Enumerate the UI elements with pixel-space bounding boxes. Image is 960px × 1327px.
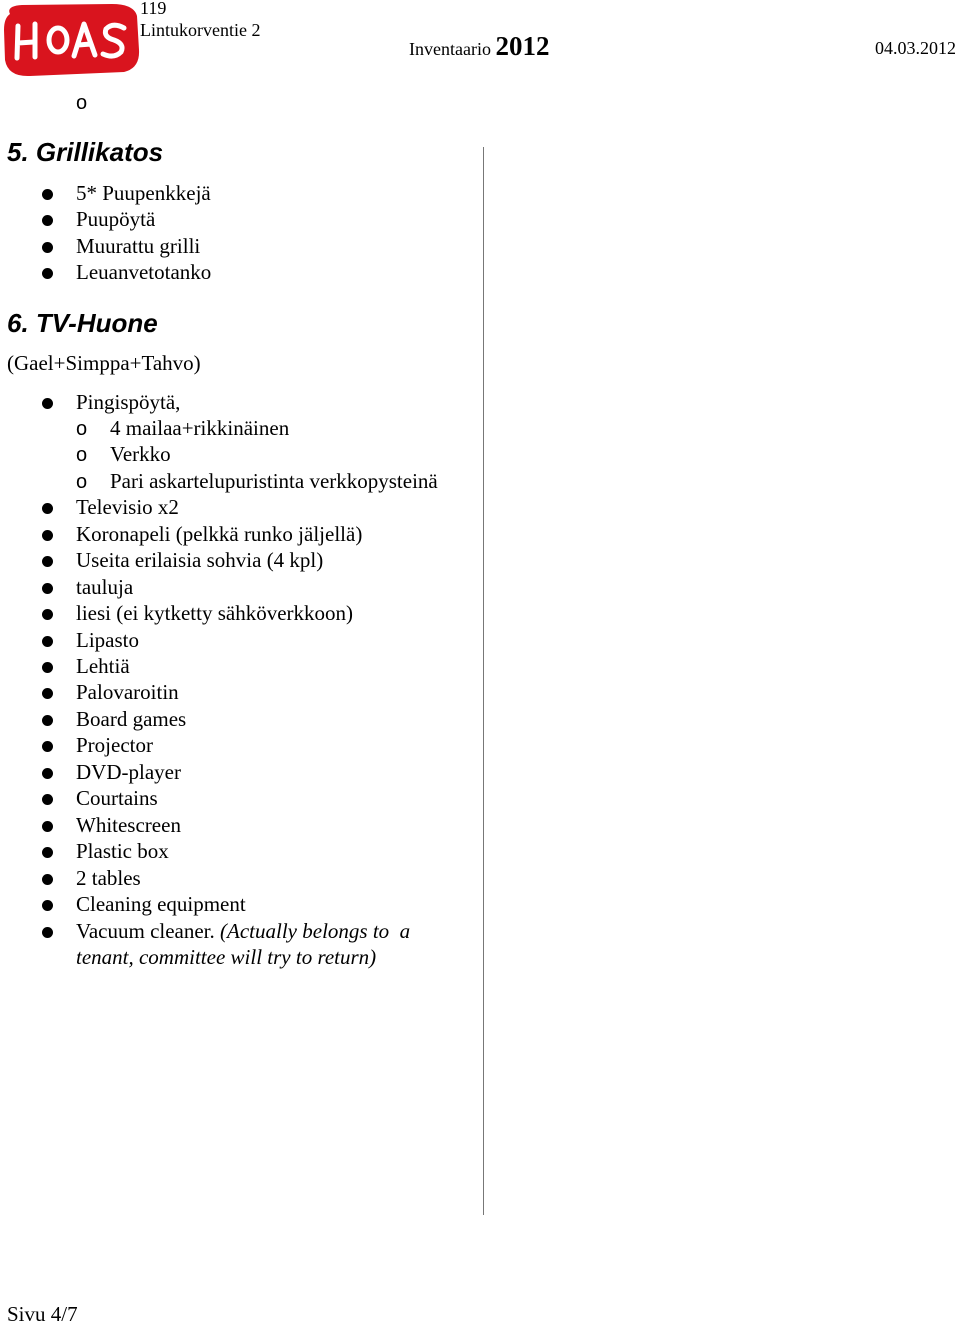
sub-bullet-icon: o [76, 444, 88, 466]
list-item: tauluja [76, 575, 134, 599]
bullet-icon [42, 741, 53, 752]
sub-list-item: 4 mailaa+rikkinäinen [110, 416, 290, 440]
bullet-icon [42, 847, 53, 858]
title-year: 2012 [495, 31, 550, 61]
bullet-icon [42, 556, 53, 567]
page-number: Sivu 4/7 [7, 1302, 78, 1326]
bullet-icon [42, 530, 53, 541]
list-item: Muurattu grilli [76, 234, 201, 258]
sub-list-item: Verkko [110, 442, 171, 466]
vacuum-note-continued: tenant, committee will try to return) [76, 945, 377, 969]
bullet-icon [42, 715, 53, 726]
bullet-icon [42, 215, 53, 226]
list-item: liesi (ei kytketty sähköverkkoon) [76, 601, 354, 625]
list-item: Cleaning equipment [76, 892, 246, 916]
section-heading-tv-huone: 6. TV-Huone [7, 308, 158, 338]
list-item: Pingispöytä, [76, 390, 181, 414]
sub-list-item: Pari askartelupuristinta verkkopysteinä [110, 469, 438, 493]
list-item: DVD-player [76, 760, 181, 784]
hoas-logo [2, 2, 140, 77]
bullet-icon [42, 874, 53, 885]
list-item: Palovaroitin [76, 680, 179, 704]
bullet-icon [42, 268, 53, 279]
list-item: Board games [76, 707, 187, 731]
title-prefix: Inventaario [409, 39, 491, 59]
list-item: Lipasto [76, 628, 139, 652]
bullet-icon [42, 900, 53, 911]
address: Lintukorventie 2 [140, 20, 261, 40]
bullet-icon [42, 636, 53, 647]
list-item: Projector [76, 733, 153, 757]
column-divider [483, 147, 484, 1215]
stray-circle-marker: o [76, 92, 88, 114]
list-item: 2 tables [76, 866, 141, 890]
bullet-icon [42, 242, 53, 253]
bullet-icon [42, 794, 53, 805]
bullet-icon [42, 503, 53, 514]
bullet-icon [42, 189, 53, 200]
bullet-icon [42, 768, 53, 779]
bullet-icon [42, 927, 53, 938]
list-item: Lehtiä [76, 654, 130, 678]
bullet-icon [42, 821, 53, 832]
list-item: Koronapeli (pelkkä runko jäljellä) [76, 522, 363, 546]
responsible-people: (Gael+Simppa+Tahvo) [7, 351, 201, 375]
list-item: Puupöytä [76, 207, 156, 231]
list-item: Useita erilaisia sohvia (4 kpl) [76, 548, 324, 572]
bullet-icon [42, 398, 53, 409]
list-item: Plastic box [76, 839, 169, 863]
document-date: 04.03.2012 [875, 38, 956, 58]
list-item: Leuanvetotanko [76, 260, 212, 284]
bullet-icon [42, 609, 53, 620]
list-item-vacuum [76, 919, 410, 944]
document-title [409, 31, 549, 62]
list-item: Courtains [76, 786, 158, 810]
bullet-icon [42, 662, 53, 673]
vacuum-label: Vacuum cleaner. [76, 919, 215, 943]
vacuum-note: (Actually belongs to a [220, 919, 411, 943]
list-item: Televisio x2 [76, 495, 179, 519]
logo-text: HOAS [70, 74, 73, 75]
sub-bullet-icon: o [76, 471, 88, 493]
bullet-icon [42, 688, 53, 699]
house-number: 119 [140, 0, 167, 18]
sub-bullet-icon: o [76, 418, 88, 440]
bullet-icon [42, 583, 53, 594]
section-heading-grillikatos: 5. Grillikatos [7, 137, 164, 167]
list-item: 5* Puupenkkejä [76, 181, 211, 205]
list-item: Whitescreen [76, 813, 181, 837]
